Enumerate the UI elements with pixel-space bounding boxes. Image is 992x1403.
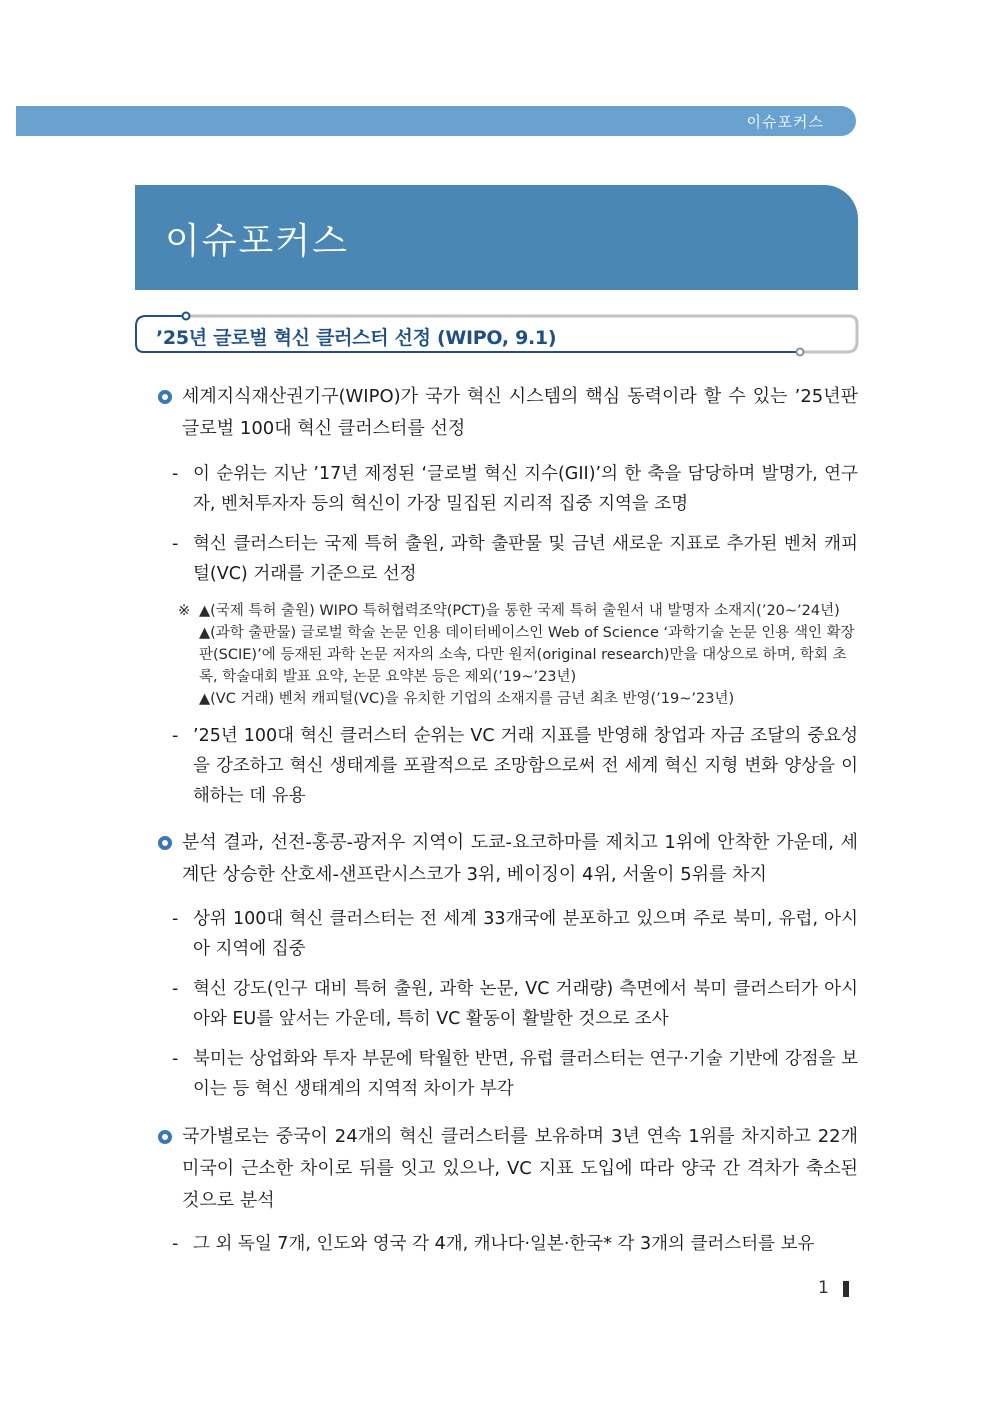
header-band-label: 이슈포커스 xyxy=(746,113,824,131)
bullet-ring-icon xyxy=(158,836,172,850)
note-mark: ※ xyxy=(178,603,191,619)
dash-mark: - xyxy=(172,534,179,554)
bullet-text: 분석 결과, 선전-홍콩-광저우 지역이 도쿄-요코하마를 제치고 1위에 안착한 가운데, 세 계단 상승한 산호세-샌프란시스코가 3위, 베이징이 4위, 서울이 5위를 차지 xyxy=(182,832,858,885)
dash-text: 이 순위는 지난 ’17년 제정된 ‘글로벌 혁신 지수(GII)’의 한 축을 담당하며 발명가, 연구자, 벤처투자자 등의 혁신이 가장 밀집된 지리적 집중 지역을 조명 xyxy=(193,464,858,514)
bullet-ring-icon xyxy=(158,1130,172,1144)
dash-mark: - xyxy=(172,979,179,999)
subtitle: ’25년 글로벌 혁신 클러스터 선정 (WIPO, 9.1) xyxy=(156,327,557,349)
dash-mark: - xyxy=(172,1234,179,1254)
note-line: ▲(국제 특허 출원) WIPO 특허협력조약(PCT)을 통한 국제 특허 출원서 내 발명자 소재지(’20~’24년) xyxy=(199,603,840,619)
subtitle-frame xyxy=(134,308,860,358)
dash-mark: - xyxy=(172,1049,179,1069)
dash-text: ’25년 100대 혁신 클러스터 순위는 VC 거래 지표를 반영해 창업과 자금 조달의 중요성을 강조하고 혁신 생태계를 포괄적으로 조망함으로써 전 세계 혁신 지형 변화 양상을 이해하는 데 유용 xyxy=(193,726,858,806)
dash-item xyxy=(172,1044,858,1104)
bullet-text: 세계지식재산권기구(WIPO)가 국가 혁신 시스템의 핵심 동력이라 할 수 있는 ’25년판 글로벌 100대 혁신 클러스터를 선정 xyxy=(182,386,858,439)
dash-item xyxy=(172,904,858,964)
bullet-item xyxy=(158,381,858,445)
section-title-box xyxy=(135,185,858,290)
page-number: 1 xyxy=(818,1278,829,1298)
dash-text: 상위 100대 혁신 클러스터는 전 세계 33개국에 분포하고 있으며 주로 북미, 유럽, 아시아 지역에 집중 xyxy=(193,909,858,959)
dash-item xyxy=(172,721,858,811)
footnote-block xyxy=(178,600,860,710)
dash-mark: - xyxy=(172,726,179,746)
dash-item xyxy=(172,529,858,589)
dash-text: 혁신 강도(인구 대비 특허 출원, 과학 논문, VC 거래량) 측면에서 북미 클러스터가 아시아와 EU를 앞서는 가운데, 특히 VC 활동이 활발한 것으로 조사 xyxy=(193,979,858,1029)
bullet-text: 국가별로는 중국이 24개의 혁신 클러스터를 보유하며 3년 연속 1위를 차지하고 22개 미국이 근소한 차이로 뒤를 잇고 있으나, VC 지표 도입에 따라 양국 간 격차가 축소된 것으로 분석 xyxy=(182,1126,858,1211)
dash-item xyxy=(172,459,858,519)
bullet-item xyxy=(158,827,858,891)
header-band xyxy=(16,106,856,136)
dash-item xyxy=(172,1229,858,1259)
dash-text: 북미는 상업화와 투자 부문에 탁월한 반면, 유럽 클러스터는 연구·기술 기반에 강점을 보이는 등 혁신 생태계의 지역적 차이가 부각 xyxy=(193,1049,858,1099)
note-line: ▲(과학 출판물) 글로벌 학술 논문 인용 데이터베이스인 Web of Science ‘과학기술 논문 인용 색인 확장판(SCIE)’에 등재된 과학 논문 저자의 소속, 다만 원저(original research)만을 대상으로 하며, 학회 초록, 학술대회 발표 요약, 논문 요약본 등은 제외(’19~’23년) xyxy=(199,625,855,685)
bullet-item xyxy=(158,1121,858,1217)
dash-item xyxy=(172,974,858,1034)
dash-mark: - xyxy=(172,909,179,929)
bullet-ring-icon xyxy=(158,390,172,404)
dash-text: 그 외 독일 7개, 인도와 영국 각 4개, 캐나다·일본·한국* 각 3개의 클러스터를 보유 xyxy=(193,1234,815,1254)
dash-text: 혁신 클러스터는 국제 특허 출원, 과학 출판물 및 금년 새로운 지표로 추가된 벤처 캐피털(VC) 거래를 기준으로 선정 xyxy=(193,534,858,584)
page-marker-bar xyxy=(843,1281,849,1297)
note-line: ▲(VC 거래) 벤처 캐피털(VC)을 유치한 기업의 소재지를 금년 최초 반영(’19~’23년) xyxy=(199,691,735,707)
page-title: 이슈포커스 xyxy=(165,221,349,262)
dash-mark: - xyxy=(172,464,179,484)
